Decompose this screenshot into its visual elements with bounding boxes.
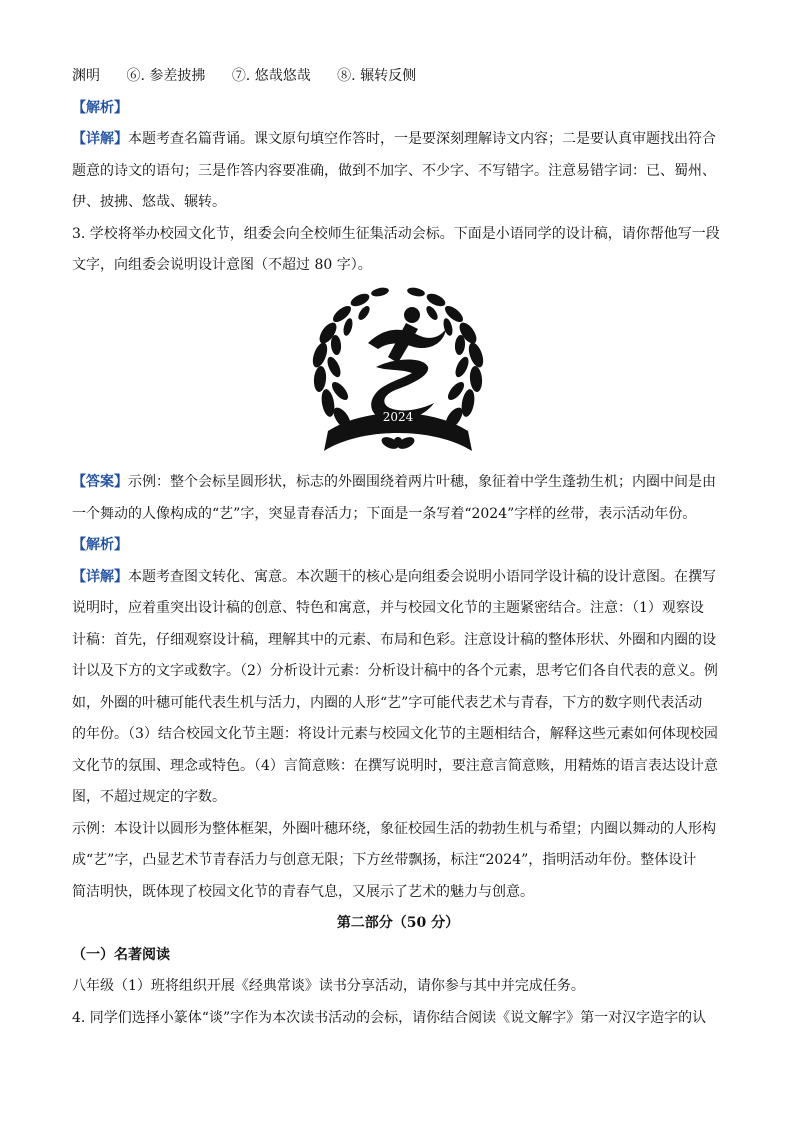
answer-6: ⑥. 参差披拂 — [126, 68, 206, 84]
detail-tag-2: 【详解】 — [72, 569, 128, 585]
answer-line-1 — [72, 472, 724, 492]
detail-1-line-1 — [72, 129, 724, 149]
detail-2-line-3: 计稿：首先，仔细观察设计稿，理解其中的元素、布局和色彩。注意设计稿的整体形状、外圈和内圈的设 — [72, 632, 716, 648]
part-two-heading: 第二部分（50 分） — [336, 915, 460, 931]
answer-7: ⑦. 悠哉悠哉 — [231, 68, 311, 84]
answer-5: 渊明 — [72, 68, 100, 84]
answer-tag: 【答案】 — [72, 474, 128, 490]
detail-2-line-8: 图，不超过规定的字数。 — [72, 789, 226, 805]
question-4-text: 4. 同学们选择小篆体“谈”字作为本次读书活动的会标，请你结合阅读《说文解字》第一对汉字造字的认 — [72, 1010, 707, 1026]
detail-2-line-2: 说明时，应着重突出设计稿的创意、特色和寓意，并与校园文化节的主题紧密结合。注意：（1）观察设 — [72, 600, 704, 616]
detail-tag-1: 【详解】 — [72, 131, 128, 147]
detail-2-line-6: 的年份。（3）结合校园文化节主题：将设计元素与校园文化节的主题相结合，解释这些元素如何体现校园 — [72, 726, 718, 742]
dancing-figure-yi-character — [368, 307, 446, 421]
analysis-heading-1: 【解析】 — [72, 100, 128, 116]
detail-2-line-5: 如，外圈的叶穗可能代表生机与活力，内圈的人形“艺”字可能代表艺术与青春，下方的数字则代表活动 — [72, 695, 703, 711]
analysis-heading-2: 【解析】 — [72, 537, 128, 553]
example-line-3: 简洁明快，既体现了校园文化节的青春气息，又展示了艺术的魅力与创意。 — [72, 884, 534, 900]
answer-line-2: 一个舞动的人像构成的“艺”字，突显青春活力；下面是一条写着“2024”字样的丝带，表示活动年份。 — [72, 506, 697, 522]
detail-1-line-3: 伊、披拂、悠哉、辗转。 — [72, 194, 226, 210]
answer-8: ⑧. 辗转反侧 — [337, 68, 417, 84]
answer-line-top — [72, 66, 724, 86]
example-line-1: 示例：本设计以圆形为整体框架，外圈叶穗环绕，象征校园生活的勃勃生机与希望；内圈以舞动的人形构 — [72, 821, 716, 837]
answer-text-a: 示例：整个会标呈圆形状，标志的外圈围绕着两片叶穗，象征着中学生蓬勃生机；内圈中间是由 — [128, 474, 716, 490]
question-3-line-1: 3. 学校将举办校园文化节，组委会向全校师生征集活动会标。下面是小语同学的设计稿，请你帮他写一段 — [72, 226, 720, 242]
detail-2-line-7: 文化节的氛围、理念或特色。（4）言简意赅：在撰写说明时，要注意言简意赅，用精炼的语言表达设计意 — [72, 758, 718, 774]
detail-2-text-a: 本题考查图文转化、寓意。本次题干的核心是向组委会说明小语同学设计稿的设计意图。在撰写 — [128, 569, 716, 585]
art-festival-logo-image — [306, 283, 490, 455]
logo-year-text: 2024 — [382, 410, 414, 424]
detail-1-text-a: 本题考查名篇背诵。课文原句填空作答时，一是要深刻理解诗文内容；二是要认真审题找出符合 — [128, 131, 716, 147]
detail-2-line-4: 计以及下方的文字或数字。（2）分析设计元素：分析设计稿中的各个元素，思考它们各自代表的意义。例 — [72, 663, 718, 679]
detail-1-line-2: 题意的诗文的语句；三是作答内容要准确，做到不加字、不少字、不写错字。注意易错字词：已、蜀州、 — [72, 163, 716, 179]
section-one-heading: （一）名著阅读 — [72, 947, 170, 963]
example-line-2: 成“艺”字，凸显艺术节青春活力与创意无限；下方丝带飘扬，标注“2024”，指明活动年份。整体设计 — [72, 852, 697, 868]
question-3-line-2: 文字，向组委会说明设计意图（不超过 80 字）。 — [72, 257, 372, 273]
intro-text: 八年级（1）班将组织开展《经典常谈》读书分享活动，请你参与其中并完成任务。 — [72, 978, 585, 994]
detail-2-line-1 — [72, 567, 724, 587]
